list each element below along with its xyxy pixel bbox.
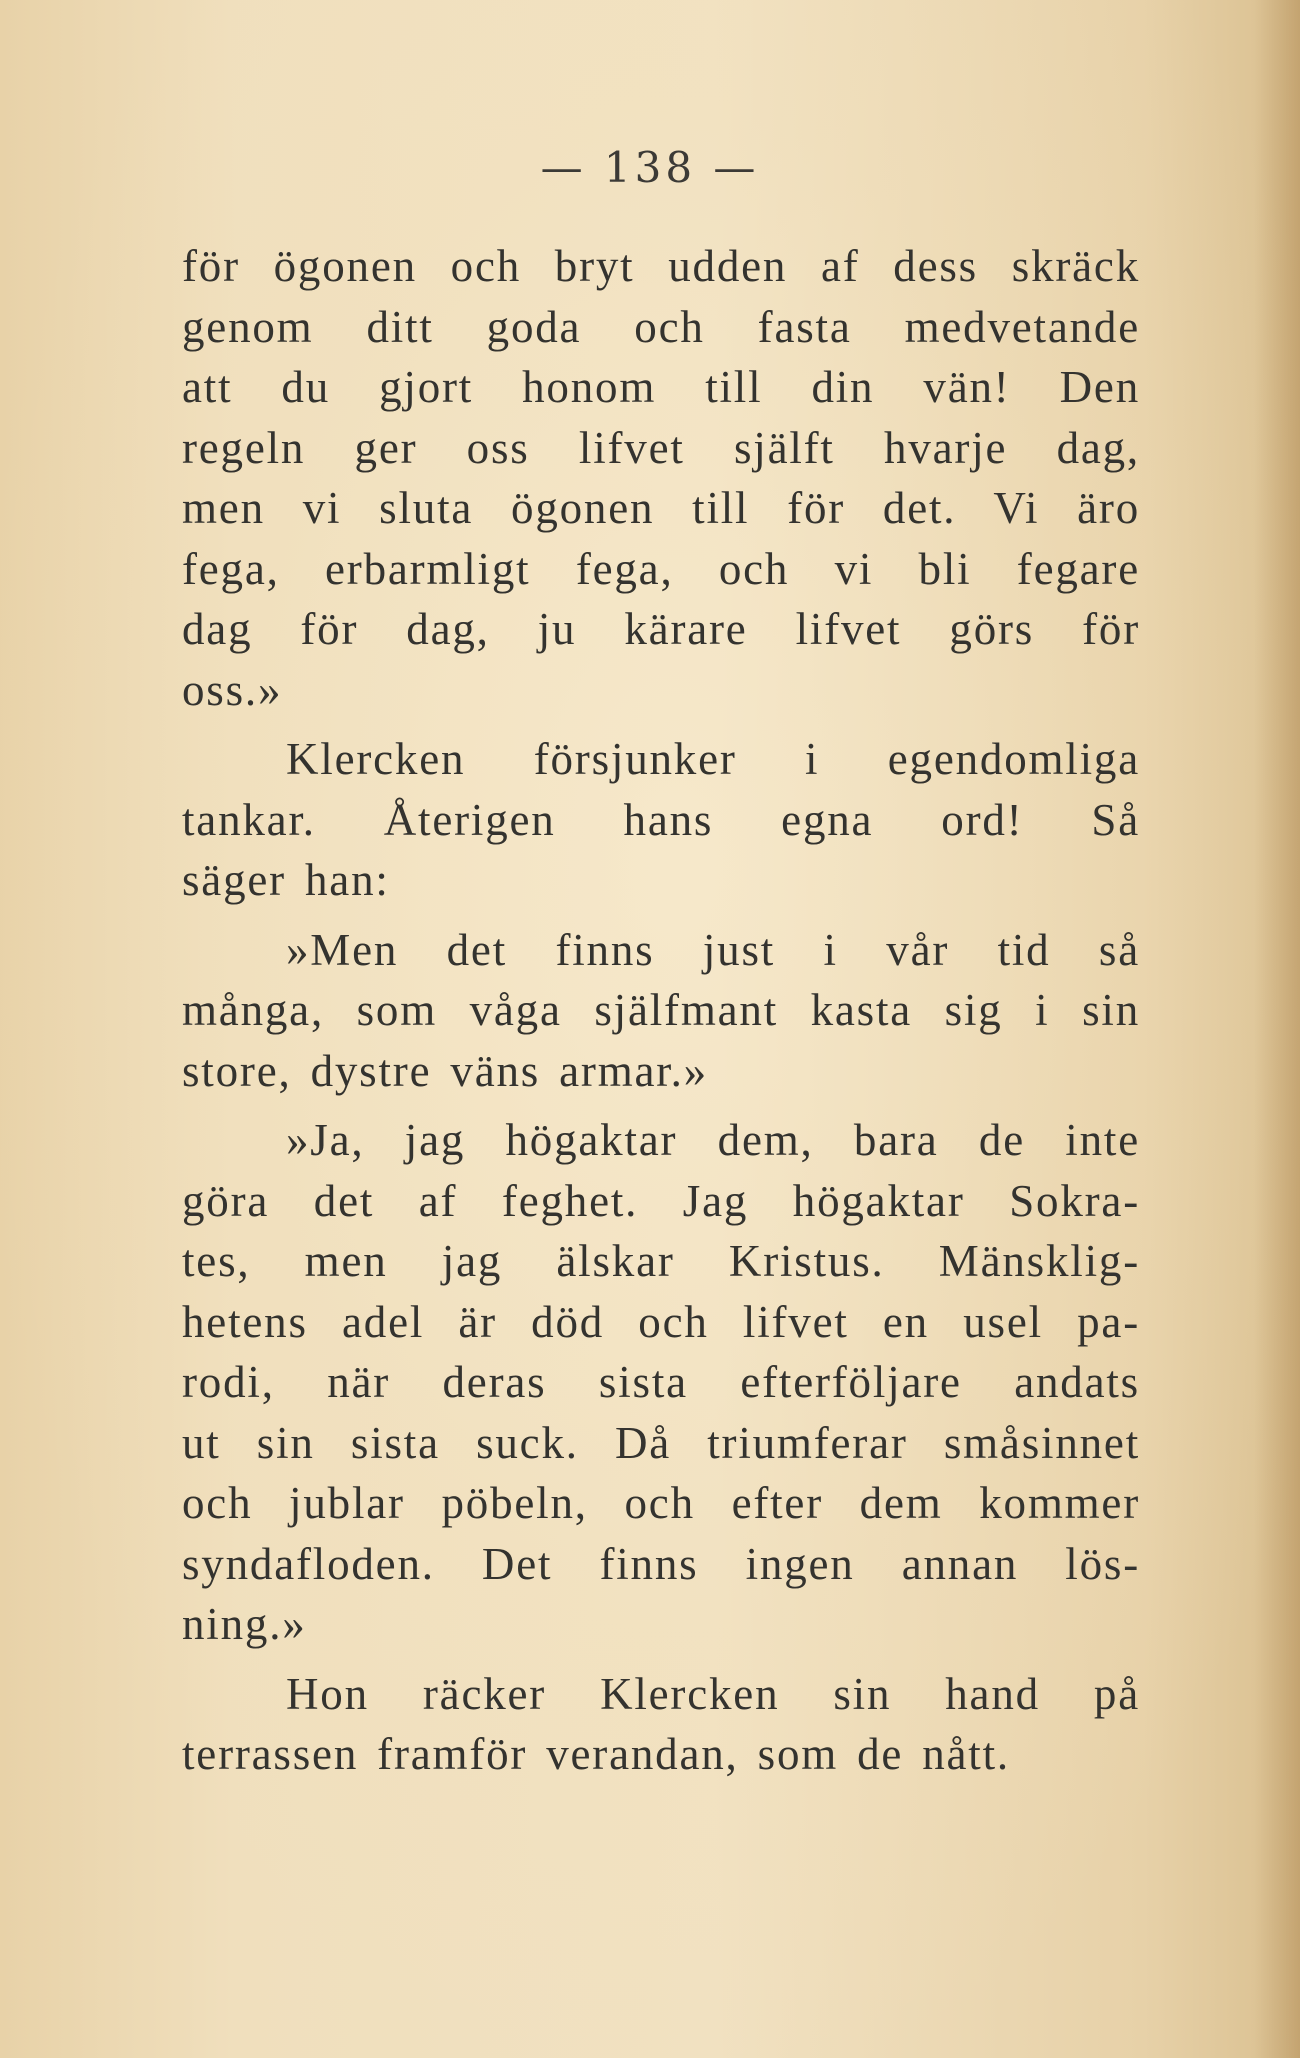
- text-line: store, dystre väns armar.»: [182, 1045, 708, 1096]
- paragraph: [182, 1664, 1140, 1785]
- text-line: Hon räcker Klercken sin hand på: [286, 1668, 1140, 1719]
- paragraph: [182, 1110, 1140, 1655]
- text-line: dag för dag, ju kärare lifvet görs för: [182, 604, 1140, 654]
- text-line: oss.»: [182, 664, 283, 715]
- text-line: Klercken försjunker i egendomliga: [286, 734, 1140, 784]
- text-line: men vi sluta ögonen till för det. Vi äro: [182, 483, 1140, 533]
- text-line: terrassen framför verandan, som de nått.: [182, 1729, 1010, 1779]
- text-line: göra det af feghet. Jag högaktar Sokra-: [182, 1175, 1140, 1226]
- page-edge-shadow: [1254, 0, 1300, 2058]
- text-line: tankar. Återigen hans egna ord! Så: [182, 794, 1140, 845]
- text-line: ut sin sista suck. Då triumferar småsinnet: [182, 1417, 1140, 1468]
- text-line: regeln ger oss lifvet själft hvarje dag,: [182, 422, 1140, 473]
- text-line: fega, erbarmligt fega, och vi bli fegare: [182, 543, 1140, 594]
- text-line: syndafloden. Det finns ingen annan lös-: [182, 1538, 1140, 1589]
- text-line: tes, men jag älskar Kristus. Mänsklig-: [182, 1236, 1140, 1286]
- text-line: genom ditt goda och fasta medvetande: [182, 301, 1140, 352]
- text-line: och jublar pöbeln, och efter dem kommer: [182, 1478, 1140, 1528]
- text-line: hetens adel är död och lifvet en usel pa-: [182, 1296, 1140, 1347]
- text-line: ning.»: [182, 1599, 307, 1649]
- body-text: [182, 236, 1140, 1794]
- paragraph: [182, 920, 1140, 1102]
- text-line: »Ja, jag högaktar dem, bara de inte: [286, 1115, 1140, 1165]
- paragraph: [182, 236, 1140, 720]
- text-line: säger han:: [182, 855, 390, 905]
- text-line: »Men det finns just i vår tid så: [286, 924, 1140, 975]
- text-line: rodi, när deras sista efterföljare andats: [182, 1357, 1140, 1407]
- paragraph: [182, 729, 1140, 911]
- page-number: — 138 —: [540, 143, 760, 192]
- text-line: många, som våga själfmant kasta sig i sin: [182, 985, 1140, 1035]
- text-line: att du gjort honom till din vän! Den: [182, 362, 1140, 412]
- text-line: för ögonen och bryt udden af dess skräck: [182, 241, 1140, 291]
